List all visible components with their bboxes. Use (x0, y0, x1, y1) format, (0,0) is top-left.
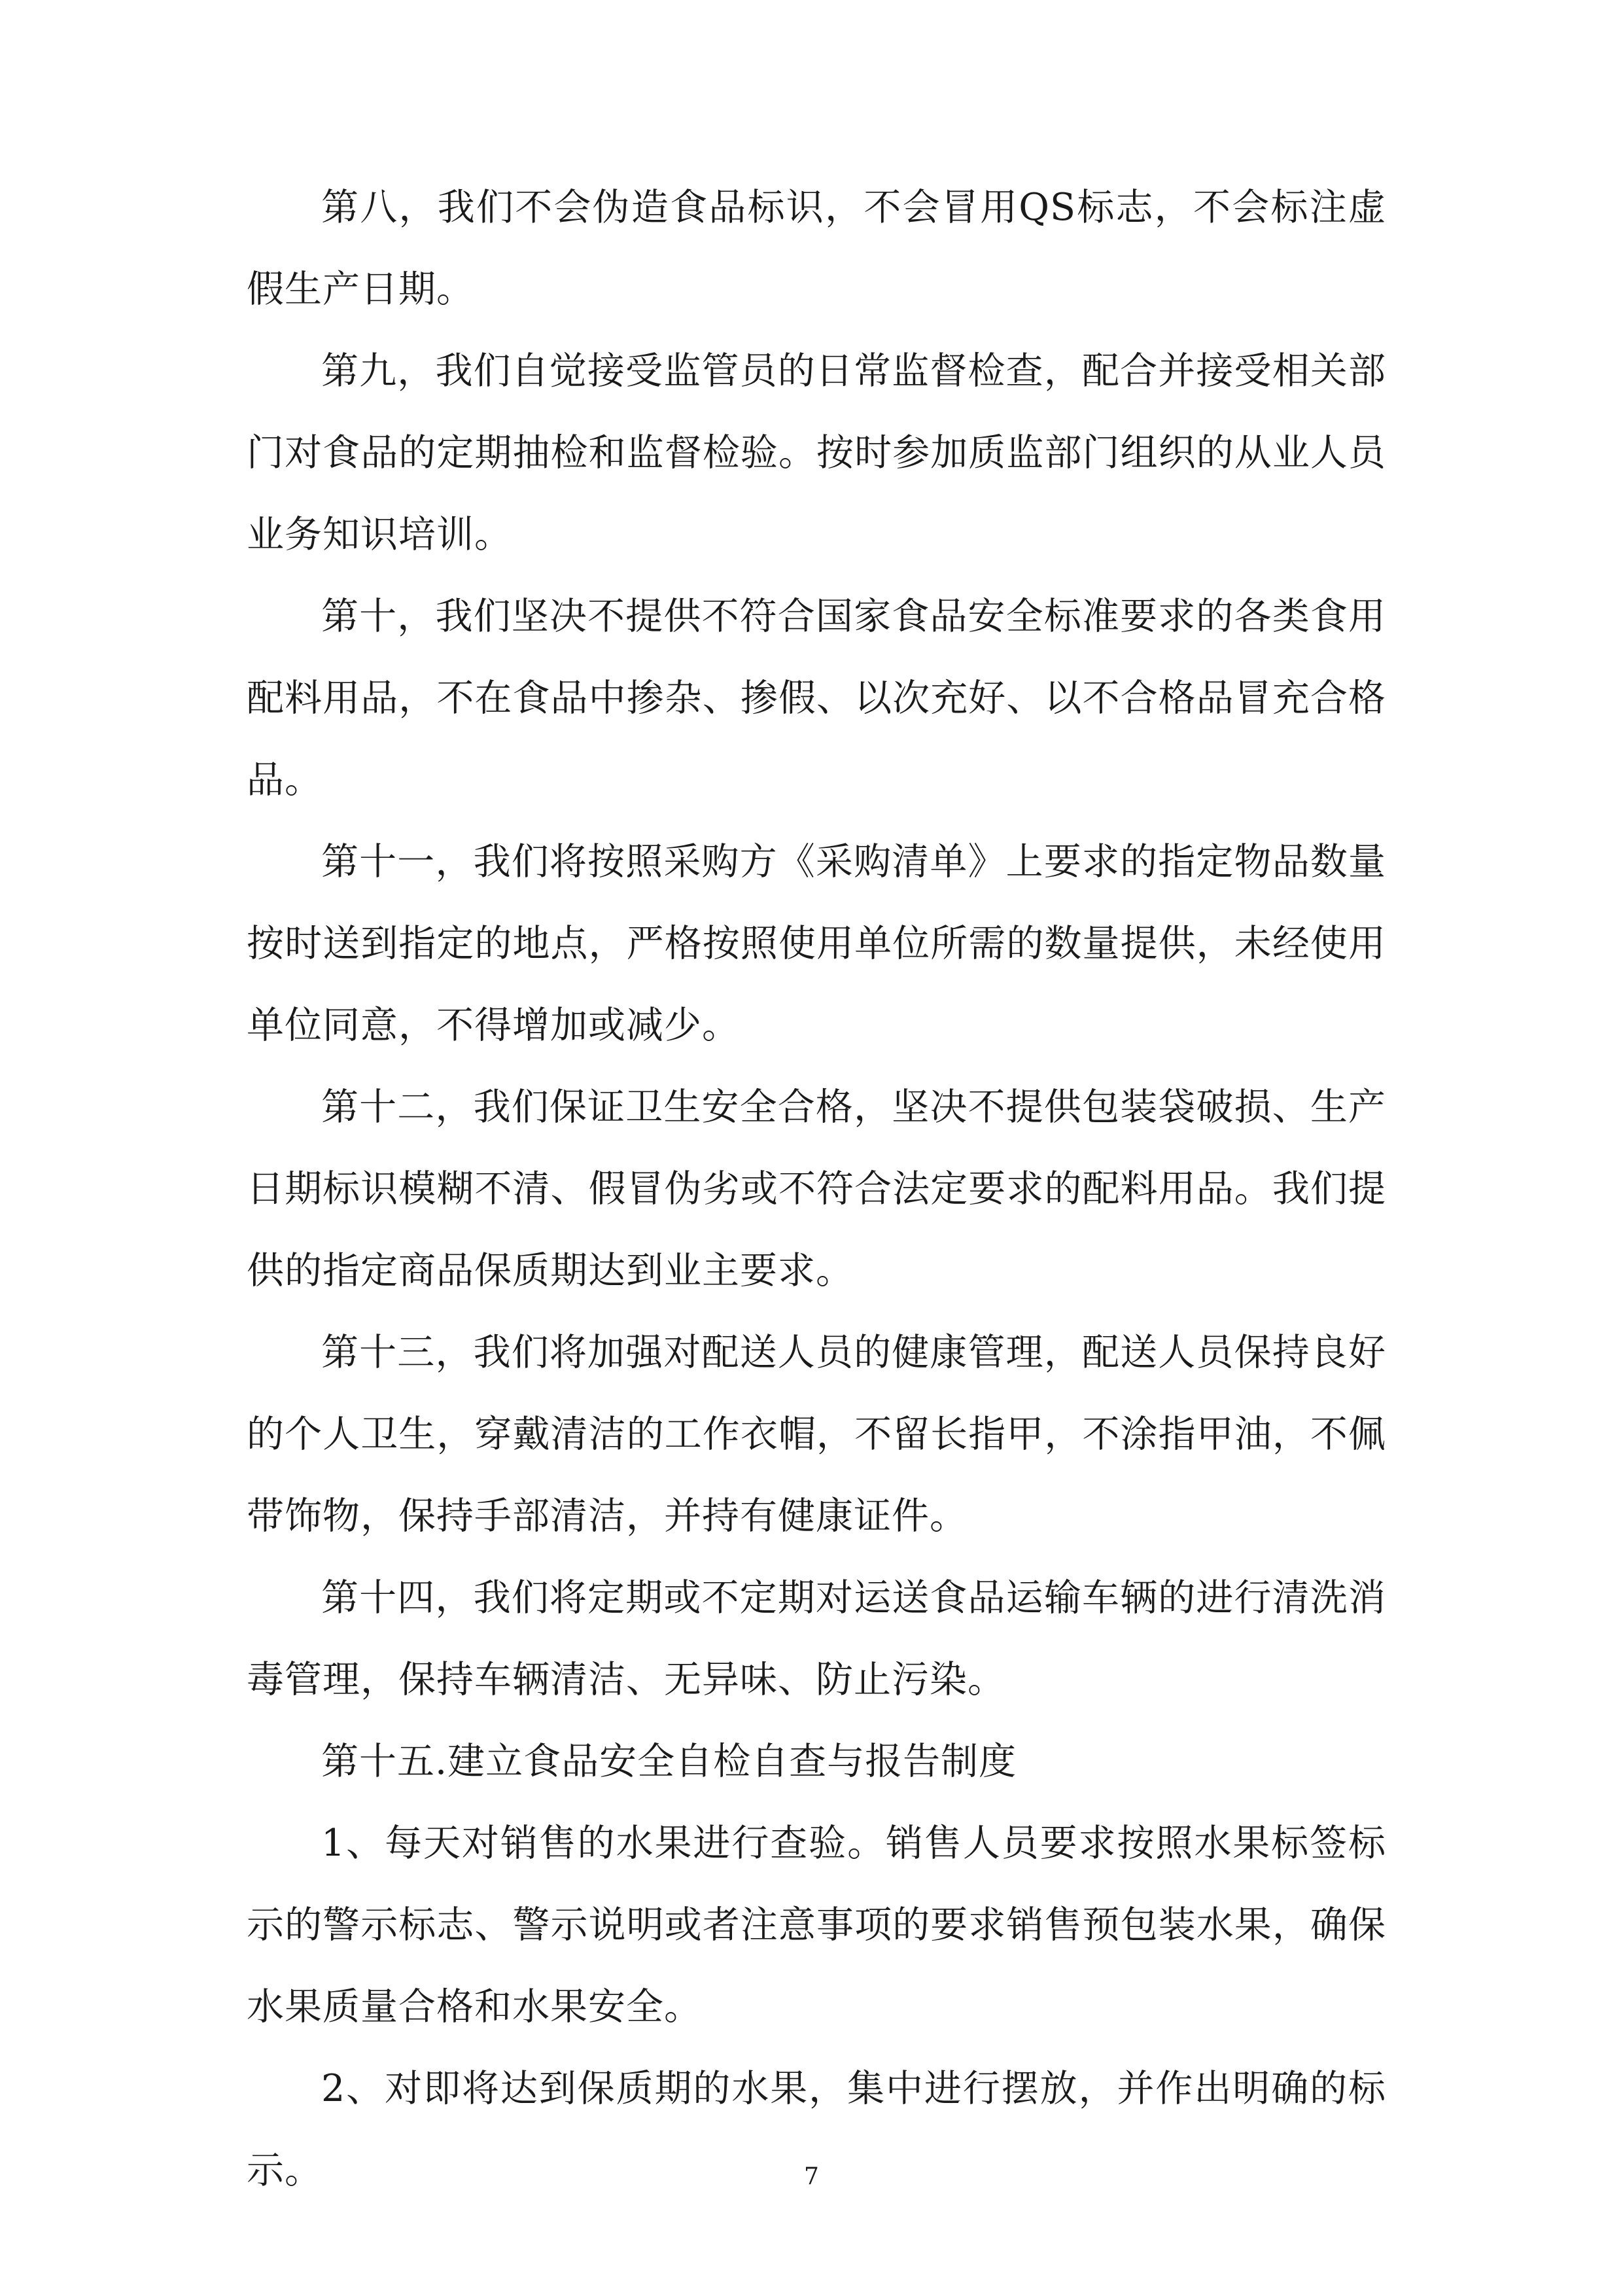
paragraph-article-9: 第九，我们自觉接受监管员的日常监督检查，配合并接受相关部门对食品的定期抽检和监督检验。按时参加质监部门组织的从业人员业务知识培训。 (247, 349, 1386, 556)
document-body (247, 167, 1386, 2212)
paragraph-article-11: 第十一，我们将按照采购方《采购清单》上要求的指定物品数量按时送到指定的地点，严格按照使用单位所需的数量提供，未经使用单位同意，不得增加或减少。 (247, 840, 1386, 1047)
paragraph-article-15-heading: 第十五.建立食品安全自检自查与报告制度 (321, 1740, 1017, 1783)
paragraph-article-10: 第十，我们坚决不提供不符合国家食品安全标准要求的各类食用配料用品，不在食品中掺杂、掺假、以次充好、以不合格品冒充合格品。 (247, 595, 1386, 802)
paragraph-article-8: 第八，我们不会伪造食品标识，不会冒用QS标志，不会标注虚假生产日期。 (247, 186, 1386, 311)
paragraph-article-13: 第十三，我们将加强对配送人员的健康管理，配送人员保持良好的个人卫生，穿戴清洁的工作衣帽，不留长指甲，不涂指甲油，不佩带饰物，保持手部清洁，并持有健康证件。 (247, 1331, 1386, 1538)
paragraph-item-1: 1、每天对销售的水果进行查验。销售人员要求按照水果标签标示的警示标志、警示说明或者注意事项的要求销售预包装水果，确保水果质量合格和水果安全。 (247, 1822, 1386, 2028)
paragraph-item-2: 2、对即将达到保质期的水果，集中进行摆放，并作出明确的标示。 (247, 2067, 1386, 2192)
paragraph-article-12: 第十二，我们保证卫生安全合格，坚决不提供包装袋破损、生产日期标识模糊不清、假冒伪劣或不符合法定要求的配料用品。我们提供的指定商品保质期达到业主要求。 (247, 1086, 1386, 1292)
paragraph-article-14: 第十四，我们将定期或不定期对运送食品运输车辆的进行清洗消毒管理，保持车辆清洁、无异味、防止污染。 (247, 1576, 1386, 1701)
page-number: 7 (804, 2163, 819, 2190)
